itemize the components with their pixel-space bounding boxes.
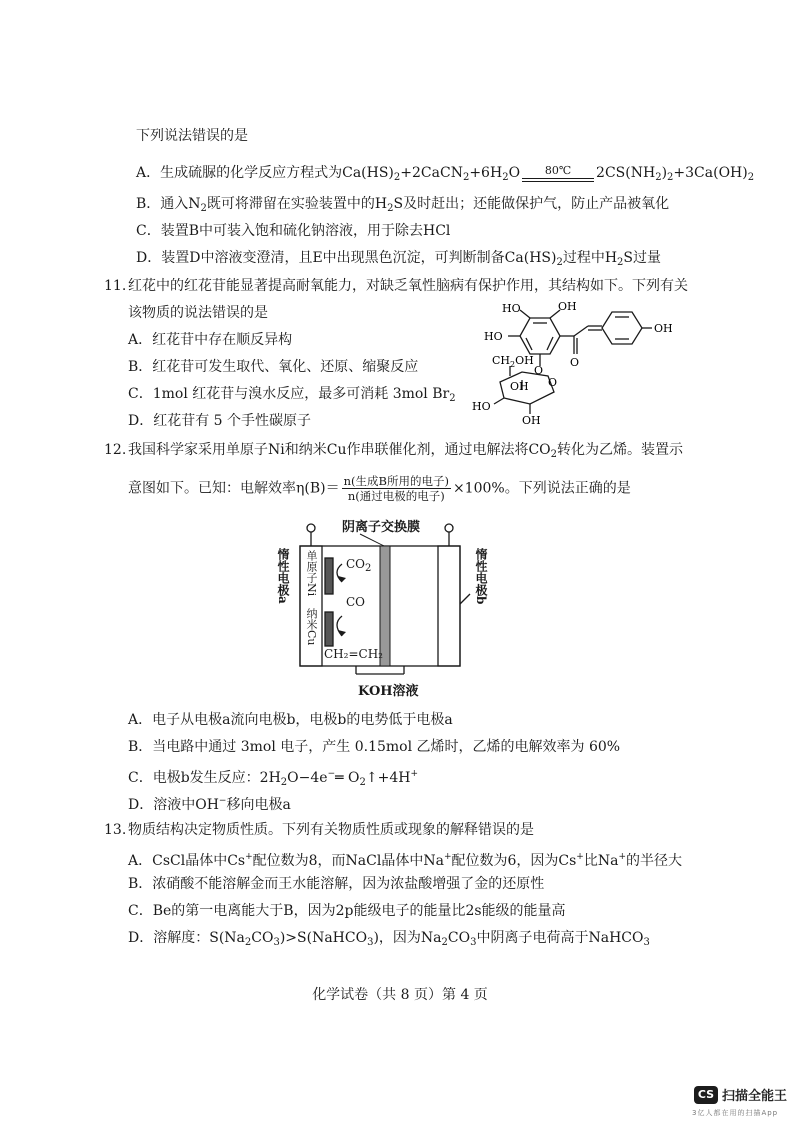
q12-option-d: D．溶液中OH−移向电极a	[128, 796, 291, 813]
cu-catalyst-label: 纳米Cu	[305, 608, 318, 646]
koh-label: KOH溶液	[358, 684, 419, 699]
q11-option-a: A．红花苷中存在顺反异构	[128, 332, 293, 348]
structure-oh-phenol: OH	[654, 322, 673, 335]
ethylene-label: CH₂=CH₂	[324, 647, 383, 661]
page-footer: 化学试卷（共 8 页）第 4 页	[312, 987, 488, 1003]
q13-option-a: A．CsCl晶体中Cs+配位数为8，而NaCl晶体中Na+配位数为6，因为Cs+比Na+的半径大	[128, 852, 682, 869]
q10-option-d: D．装置D中溶液变澄清，且E中出现黑色沉淀，可判断制备$Ca(HS)_2$过程中$H_2S$过量	[136, 250, 662, 268]
carthamin-structure-diagram	[470, 300, 720, 425]
q10-option-c: C．装置B中可装入饱和硫化钠溶液，用于除去HCl	[136, 223, 451, 239]
q12-number: 12.	[104, 442, 127, 458]
q13-stem: 物质结构决定物质性质。下列有关物质性质或现象的解释错误的是	[128, 822, 534, 838]
structure-ho-top-left: HO	[502, 302, 521, 315]
left-electrode-label: 惰性电极a	[276, 548, 290, 604]
co-label: CO	[346, 595, 366, 609]
q13-option-c: C．Be的第一电离能大于B，因为2p能级电子的能量比2s能级的能量高	[128, 903, 566, 919]
q11-option-c: C．1mol 红花苷与溴水反应，最多可消耗 3mol $Br_2$	[128, 386, 456, 404]
structure-ch2oh: $CH_2OH$	[492, 354, 534, 369]
scanner-logo-icon: CS	[694, 1086, 718, 1104]
q12-stem-line1: 我国科学家采用单原子Ni和纳米Cu作串联催化剂，通过电解法将$CO_2$转化为乙烯。装置示	[128, 442, 684, 460]
structure-oh-sugar: OH	[510, 380, 529, 393]
structure-ketone-o: O	[570, 356, 580, 369]
scanner-app-name: 扫描全能王	[722, 1089, 788, 1104]
ni-catalyst-label: 单原子Ni	[305, 550, 318, 597]
q11-stem-line2: 该物质的说法错误的是	[128, 305, 268, 321]
q11-option-d: D．红花苷有 5 个手性碳原子	[128, 413, 312, 429]
q11-stem-line1: 红花中的红花苷能显著提高耐氧能力，对缺乏氧性脑病有保护作用，其结构如下。下列有关	[128, 278, 688, 294]
q11-option-b: B．红花苷可发生取代、氧化、还原、缩聚反应	[128, 359, 419, 375]
structure-ho-left: HO	[484, 330, 503, 343]
structure-oh-bottom: OH	[522, 414, 541, 425]
reaction-condition: 80℃	[522, 165, 594, 182]
co2-label: $CO_2$	[346, 557, 372, 574]
scanner-slogan: 3亿人都在用的扫描App	[692, 1109, 779, 1117]
q10-stem-tail: 下列说法错误的是	[136, 128, 248, 144]
right-electrode-label: 惰性电极b	[474, 548, 488, 605]
q12-option-c: C．电极b发生反应：$2H_2O-4e^-═$ $O_2↑+4H^+$	[128, 769, 418, 788]
q11-number: 11.	[104, 278, 127, 294]
q13-option-d: D．溶解度：$S(Na_2CO_3)>S(NaHCO_3)$，因为$Na_2CO_3$中阴离子电荷高于NaHCO$_3$	[128, 930, 650, 948]
q12-stem-line2: 意图如下。已知：电解效率η(B)＝ $\frac{\text{n(生成B所用的电子)}}{\text{n(通过电极的电子)}}$ ×100%。下列说法正确的是	[128, 474, 631, 503]
structure-ring-o: O	[548, 376, 558, 389]
structure-ring-o-link: O	[534, 364, 544, 377]
q12-option-b: B．当电路中通过 3mol 电子，产生 0.15mol 乙烯时，乙烯的电解效率为 60%	[128, 739, 621, 755]
q13-number: 13.	[104, 822, 127, 838]
q10-option-b: B．通入$N_2$既可将滞留在实验装置中的$H_2S$及时赶出；还能做保护气，防止产品被氧化	[136, 196, 670, 214]
membrane-label: 阴离子交换膜	[342, 520, 421, 535]
structure-oh-top: OH	[558, 300, 577, 313]
q13-option-b: B．浓硝酸不能溶解金而王水能溶解，因为浓盐酸增强了金的还原性	[128, 876, 545, 892]
q10-option-a: A．生成硫脲的化学反应方程式为$Ca(HS)_2+2CaCN_2+6H_2O$ 80℃ $2CS(NH_2)_2+3Ca(OH)_2$	[136, 163, 755, 183]
q12-option-a: A．电子从电极a流向电极b，电极b的电势低于电极a	[128, 712, 453, 728]
structure-ho-sugar: HO	[472, 400, 491, 413]
efficiency-fraction: $\frac{\text{n(生成B所用的电子)}}{\text{n(通过电极的电子)}}$	[343, 474, 449, 503]
